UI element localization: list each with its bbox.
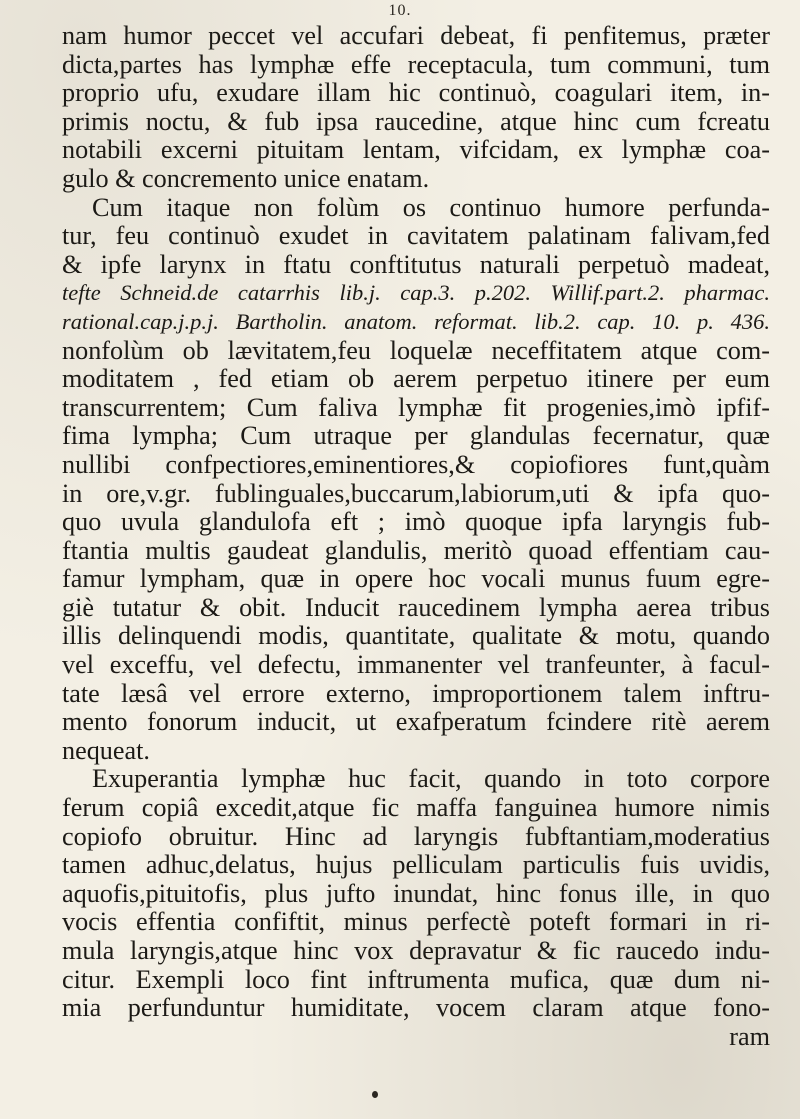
- text-line: moditatem , fed etiam ob aerem perpetuo itinere per eum: [62, 365, 770, 394]
- text-line: citur. Exempli loco fint inftrumenta mufica, quæ dum ni-: [62, 965, 770, 994]
- text-line: nam humor peccet vel accufari debeat, fi penfitemus, præter: [62, 22, 770, 50]
- text-line: mia perfunduntur humiditate, vocem claram atque fono-: [62, 994, 770, 1023]
- text-line: gulo & concremento unice enatam.: [62, 164, 430, 193]
- citation-line: rational.cap.j.p.j. Bartholin. anatom. reformat. lib.2. cap. 10. p. 436.: [62, 308, 770, 334]
- catchword: ram: [729, 1022, 770, 1051]
- text-line: proprio ufu, exudare illam hic continuò, coagulari item, in-: [62, 79, 770, 108]
- text-line: tur, feu continuò exudet in cavitatem palatinam falivam,fed: [62, 222, 770, 251]
- text-line: notabili excerni pituitam lentam, vifcidam, ex lymphæ coa-: [62, 136, 770, 165]
- text-line: nullibi confpectiores,eminentiores,& copiofiores funt,quàm: [62, 450, 770, 479]
- body-text: [62, 22, 770, 1051]
- text-line: transcurrentem; Cum faliva lymphæ fit progenies,imò ipfif-: [62, 393, 770, 422]
- text-line: tate læsâ vel errore externo, improportionem talem inftru-: [62, 679, 770, 708]
- paragraph-start: Exuperantia lymphæ huc facit, quando in toto corpore: [92, 765, 770, 794]
- text-line: ftantia multis gaudeat glandulis, meritò quoad effentiam cau-: [62, 536, 770, 565]
- text-line: ferum copiâ excedit,atque fic maffa fanguinea humore nimis: [62, 794, 770, 823]
- text-line: nequeat.: [62, 736, 150, 765]
- page-number: 10.: [388, 2, 412, 19]
- text-line: in ore,v.gr. fublinguales,buccarum,labiorum,uti & ipfa quo-: [62, 479, 770, 508]
- citation-line: tefte Schneid.de catarrhis lib.j. cap.3. p.202. Willif.part.2. pharmac.: [62, 280, 770, 306]
- text-line: copiofo obruitur. Hinc ad laryngis fubftantiam,moderatius: [62, 822, 770, 851]
- text-line: giè tutatur & obit. Inducit raucedinem lympha aerea tribus: [62, 593, 770, 622]
- text-line: mento fonorum inducit, ut exafperatum fcindere ritè aerem: [62, 708, 770, 737]
- text-line: vel exceffu, vel defectu, immanenter vel tranfeunter, à facul-: [62, 651, 770, 680]
- text-line: primis noctu, & fub ipsa raucedine, atque hinc cum fcreatu: [62, 107, 770, 136]
- text-line: quo uvula glandulofa eft ; imò quoque ipfa laryngis fub-: [62, 508, 770, 537]
- text-line: illis delinquendi modis, quantitate, qualitate & motu, quando: [62, 622, 770, 651]
- text-line: & ipfe larynx in ftatu conftitutus naturali perpetuò madeat,: [62, 250, 770, 279]
- text-line: dicta,partes has lymphæ effe receptacula, tum communi, tum: [62, 50, 770, 79]
- text-line: fima lympha; Cum utraque per glandulas fecernatur, quæ: [62, 422, 770, 451]
- text-line: tamen adhuc,delatus, hujus pelliculam particulis fuis uvidis,: [62, 851, 770, 880]
- text-line: vocis effentia confiftit, minus perfectè poteft formari in ri-: [62, 908, 770, 937]
- text-line: nonfolùm ob lævitatem,feu loquelæ neceffitatem atque com-: [62, 336, 770, 365]
- text-line: famur lympham, quæ in opere hoc vocali munus fuum egre-: [62, 565, 770, 594]
- paragraph-start: Cum itaque non folùm os continuo humore perfunda-: [92, 193, 770, 222]
- ink-blot: [372, 1091, 378, 1098]
- text-line: aquofis,pituitofis, plus jufto inundat, hinc fonus ille, in quo: [62, 879, 770, 908]
- text-line: mula laryngis,atque hinc vox depravatur & fic raucedo indu-: [62, 937, 770, 965]
